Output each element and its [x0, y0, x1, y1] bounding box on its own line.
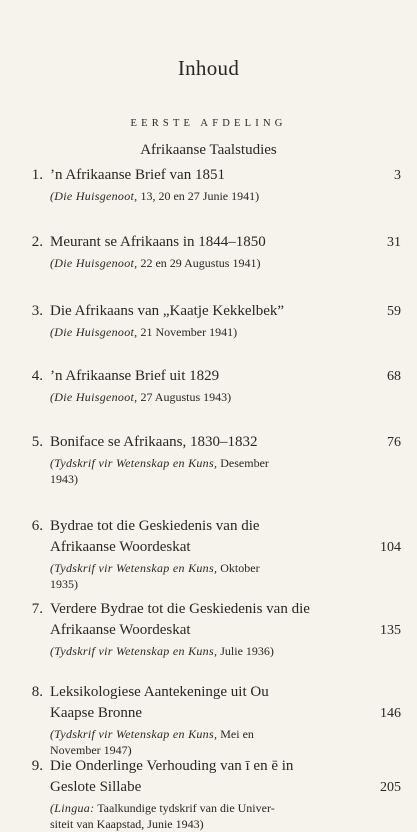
entry-title: Meurant se Afrikaans in 1844–1850 — [50, 234, 266, 250]
entry-source: (Die Huisgenoot, 22 en 29 Augustus 1941) — [50, 256, 261, 270]
entry-source: (Lingua: Taalkundige tydskrif van die Univer- — [50, 801, 275, 815]
entry-page-number: 104 — [380, 540, 401, 555]
entry-source: (Die Huisgenoot, 27 Augustus 1943) — [50, 390, 232, 404]
entry-page-number: 3 — [394, 168, 401, 183]
entry-number: 7. — [31, 601, 43, 617]
entry-title: Die Onderlinge Verhouding van ī en ē in — [50, 758, 294, 774]
entry-source: (Tydskrif vir Wetenskap en Kuns, Desember — [50, 456, 269, 470]
section-title: Afrikaanse Taalstudies — [140, 142, 277, 158]
entry-source: 1935) — [50, 577, 78, 591]
entry-title: Afrikaanse Woordeskat — [50, 539, 191, 555]
entry-title: ’n Afrikaanse Brief van 1851 — [50, 167, 225, 183]
entry-title: ’n Afrikaanse Brief uit 1829 — [50, 368, 220, 384]
entry-title: Afrikaanse Woordeskat — [50, 622, 191, 638]
entry-number: 6. — [31, 518, 43, 534]
entry-page-number: 76 — [387, 435, 401, 450]
entry-page-number: 146 — [380, 706, 401, 721]
entry-page-number: 31 — [387, 235, 401, 250]
entry-source: (Tydskrif vir Wetenskap en Kuns, Julie 1936) — [50, 644, 274, 658]
entry-number: 8. — [31, 684, 43, 700]
entry-number: 3. — [31, 303, 43, 319]
entry-page-number: 205 — [380, 780, 401, 795]
entry-page-number: 59 — [387, 304, 401, 319]
entry-number: 1. — [31, 167, 43, 183]
entry-source: siteit van Kaapstad, Junie 1943) — [50, 817, 204, 831]
entry-title: Verdere Bydrae tot die Geskiedenis van die — [50, 601, 310, 617]
entry-source: (Die Huisgenoot, 13, 20 en 27 Junie 1941) — [50, 189, 260, 203]
entry-source: (Tydskrif vir Wetenskap en Kuns, Mei en — [50, 727, 254, 741]
entry-number: 4. — [31, 368, 43, 384]
entry-title: Die Afrikaans van „Kaatje Kekkelbek” — [50, 303, 285, 319]
entry-page-number: 68 — [387, 369, 401, 384]
entry-title: Geslote Sillabe — [50, 779, 142, 795]
entry-title: Bydrae tot die Geskiedenis van die — [50, 518, 260, 534]
entry-number: 2. — [31, 234, 43, 250]
page-title: Inhoud — [177, 56, 240, 80]
entry-title: Boniface se Afrikaans, 1830–1832 — [50, 434, 258, 450]
entry-source: (Tydskrif vir Wetenskap en Kuns, Oktober — [50, 561, 260, 575]
entry-title: Leksikologiese Aantekeninge uit Ou — [50, 684, 269, 700]
entry-source: 1943) — [50, 472, 78, 486]
entry-title: Kaapse Bronne — [50, 705, 143, 721]
entry-source: November 1947) — [50, 743, 132, 757]
entry-page-number: 135 — [380, 623, 401, 638]
entry-source: (Die Huisgenoot, 21 November 1941) — [50, 325, 238, 339]
entry-number: 5. — [31, 434, 43, 450]
section-label: EERSTE AFDELING — [130, 118, 287, 129]
entry-number: 9. — [31, 758, 43, 774]
